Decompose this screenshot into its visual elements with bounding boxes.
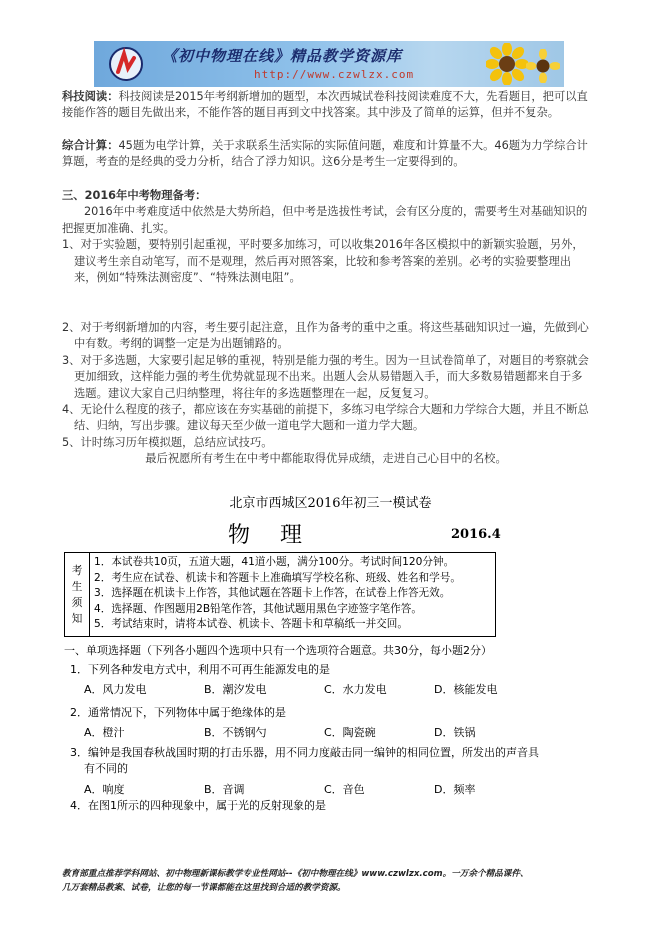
calc-block: [62, 138, 590, 171]
site-logo-icon: [108, 46, 144, 82]
prep-intro: 2016年中考难度适中依然是大势所趋，但中考是选拔性考试，会有区分度的，需要考生对基础知识的把握更加准确、扎实。: [62, 205, 588, 235]
notice-item: 4．选择题、作图题用2B铅笔作答，其他试题用黑色字迹签字笔作答。: [94, 602, 422, 615]
question: [70, 745, 540, 797]
prep-block: [62, 188, 590, 286]
footer-line: 几万套精品教案、试卷，让您的每一节课都能在这里找到合适的教学资源。: [62, 883, 346, 893]
tips-block: [62, 320, 590, 468]
option: B．不锈钢勺: [204, 726, 267, 739]
option: B．音调: [204, 783, 245, 796]
sunflower-icon: [526, 49, 560, 83]
option: A．响度: [84, 783, 125, 796]
option: D．铁锅: [434, 726, 476, 739]
option: C．陶瓷碗: [324, 726, 376, 739]
notice-list: [90, 553, 465, 636]
option: B．潮汐发电: [204, 683, 267, 696]
exam-title: 北京市西城区2016年初三一模试卷: [229, 496, 432, 511]
notice-item: 3．选择题在机读卡上作答，其他试题在答题卡上作答，在试卷上作答无效。: [94, 587, 451, 599]
calc-label: 综合计算：: [62, 139, 119, 152]
site-banner: [94, 41, 564, 87]
option: C．水力发电: [324, 683, 387, 696]
option: A．风力发电: [84, 683, 147, 696]
question-stem: 1．下列各种发电方式中，利用不可再生能源发电的是: [70, 663, 330, 676]
closing-text: 最后祝愿所有考生在中考中都能取得优异成绩，走进自己心目中的名校。: [145, 452, 507, 466]
tip-item: 3、对于多选题，大家要引起足够的重视，特别是能力强的考生。因为一旦试卷简单了，对题目的考察就会更加细致，这样能力强的考生优势就显现不出来。出题人会从易错题入手，而大多数易错题都来自于多选题。建议大家自己归纳整理，将往年的多选题整理在一起，反复复习。: [62, 353, 589, 400]
analysis-block: [62, 89, 590, 122]
option: D．核能发电: [434, 683, 498, 696]
option: C．音色: [324, 783, 365, 796]
question: [70, 798, 610, 813]
tip-item: 2、对于考纲新增加的内容，考生要引起注意，且作为备考的重中之重。将这些基础知识过一遍，先做到心中有数。考纲的调整一定是为出题铺路的。: [62, 321, 589, 351]
exam-notice-box: [64, 552, 496, 637]
option: D．频率: [434, 783, 476, 796]
question: [70, 705, 610, 740]
reading-text: 科技阅读是2015年考纲新增加的题型，本次西城试卷科技阅读难度不大，先看题目，把可以直接能作答的题目先做出来，不能作答的题目再到文中找答案。其中涉及了简单的运算，但并不复杂。: [62, 90, 588, 120]
tip-item: 4、无论什么程度的孩子，都应该在夯实基础的前提下，多练习电学综合大题和力学综合大题，并且不断总结、归纳，写出步骤。建议每天至少做一道电学大题和一道力学大题。: [62, 403, 589, 433]
notice-item: 1．本试卷共10页，五道大题，41道小题，满分100分。考试时间120分钟。: [94, 556, 455, 568]
question-stem: 4．在图1所示的四种现象中，属于光的反射现象的是: [70, 799, 326, 812]
section-heading-wrap: [64, 643, 604, 658]
exam-date: 2016.4: [451, 527, 501, 542]
banner-url[interactable]: http://www.czwlzx.com: [254, 68, 415, 81]
notice-label: 考 生 须 知: [65, 553, 90, 636]
question-stem: 2．通常情况下，下列物体中属于绝缘体的是: [70, 706, 286, 719]
exam-subject: 物理: [228, 523, 333, 548]
footer-line: 教育部重点推荐学科网站、初中物理新课标教学专业性网站--《初中物理在线》www.czwlzx.com。一万余个精品课件、: [62, 869, 529, 879]
prep-heading: 三、2016年中考物理备考：: [62, 189, 207, 202]
notice-item: 5．考试结束时，请将本试卷、机读卡、答题卡和草稿纸一并交回。: [94, 618, 408, 630]
calc-text: 45题为电学计算，关于求联系生活实际的实际值问题，难度和计算量不大。46题为力学综合计算题，考查的是经典的受力分析，结合了浮力知识。这6分是考生一定要得到的。: [62, 139, 588, 169]
sunflower-icon: [486, 43, 528, 85]
notice-item: 2．考生应在试卷、机读卡和答题卡上准确填写学校名称、班级、姓名和学号。: [94, 571, 461, 584]
section-heading: 一、单项选择题（下列各小题四个选项中只有一个选项符合题意。共30分，每小题2分）: [64, 644, 492, 657]
question: [70, 662, 610, 697]
tip-item: 5、计时练习历年模拟题，总结应试技巧。: [62, 435, 273, 449]
tip-item: 1、对于实验题，要特别引起重视，平时要多加练习，可以收集2016年各区模拟中的新颖实验题，另外，建议考生亲自动笔写，而不是观理，然后再对照答案，比较和参考答案的差别。必考的实验要整理出来，例如“特殊法测密度”、“特殊法测电阻”。: [62, 238, 584, 285]
option: A．橙汁: [84, 726, 125, 739]
banner-title: 《初中物理在线》精品教学资源库: [162, 47, 403, 65]
reading-label: 科技阅读：: [62, 90, 119, 103]
page-footer: [62, 867, 602, 895]
question-stem: 3．编钟是我国春秋战国时期的打击乐器，用不同力度敲击同一编钟的相同位置，所发出的声音具有不同的: [70, 746, 539, 775]
